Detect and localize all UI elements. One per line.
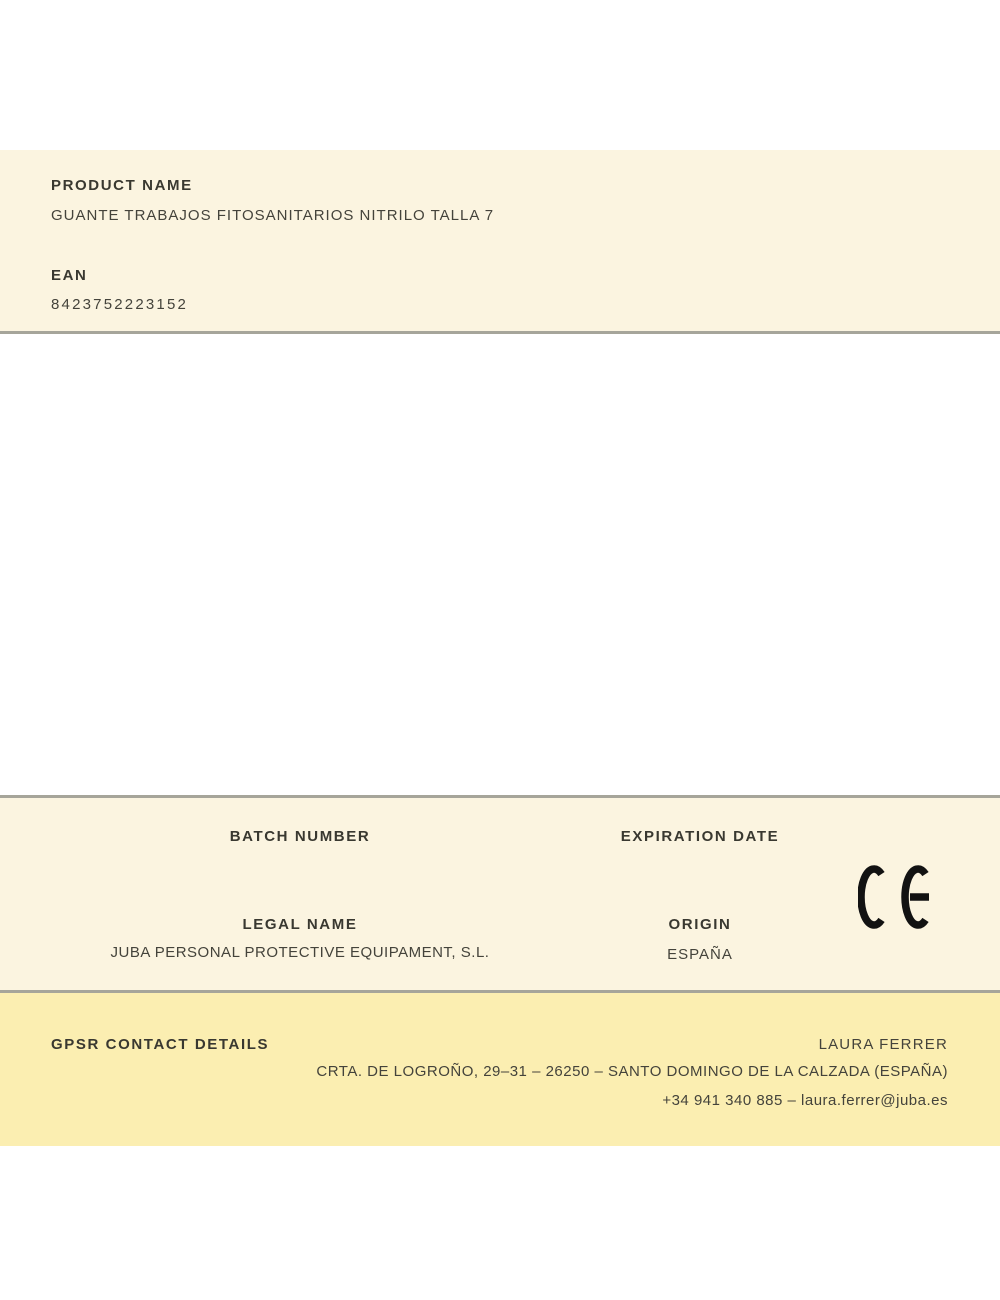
ce-mark-icon (858, 865, 936, 929)
origin-value: ESPAÑA (667, 946, 733, 963)
details-band (0, 795, 1000, 993)
contact-address: CRTA. DE LOGROÑO, 29–31 – 26250 – SANTO DOMINGO DE LA CALZADA (ESPAÑA) (316, 1063, 948, 1080)
ean-value: 8423752223152 (51, 296, 189, 313)
legal-name-value: JUBA PERSONAL PROTECTIVE EQUIPAMENT, S.L. (110, 944, 490, 961)
legal-name-label: LEGAL NAME (242, 916, 358, 933)
contact-person-name: LAURA FERRER (818, 1036, 948, 1053)
gpsr-contact-band (0, 993, 1000, 1146)
ean-label: EAN (51, 267, 88, 284)
origin-label: ORIGIN (668, 916, 732, 933)
gpsr-contact-label: GPSR CONTACT DETAILS (51, 1036, 270, 1053)
batch-number-label: BATCH NUMBER (229, 828, 371, 845)
product-name-label: PRODUCT NAME (51, 177, 193, 194)
expiration-date-label: EXPIRATION DATE (620, 828, 780, 845)
product-info-band (0, 150, 1000, 334)
contact-phone-email: +34 941 340 885 – laura.ferrer@juba.es (662, 1092, 948, 1109)
product-name-value: GUANTE TRABAJOS FITOSANITARIOS NITRILO TALLA 7 (51, 207, 495, 224)
